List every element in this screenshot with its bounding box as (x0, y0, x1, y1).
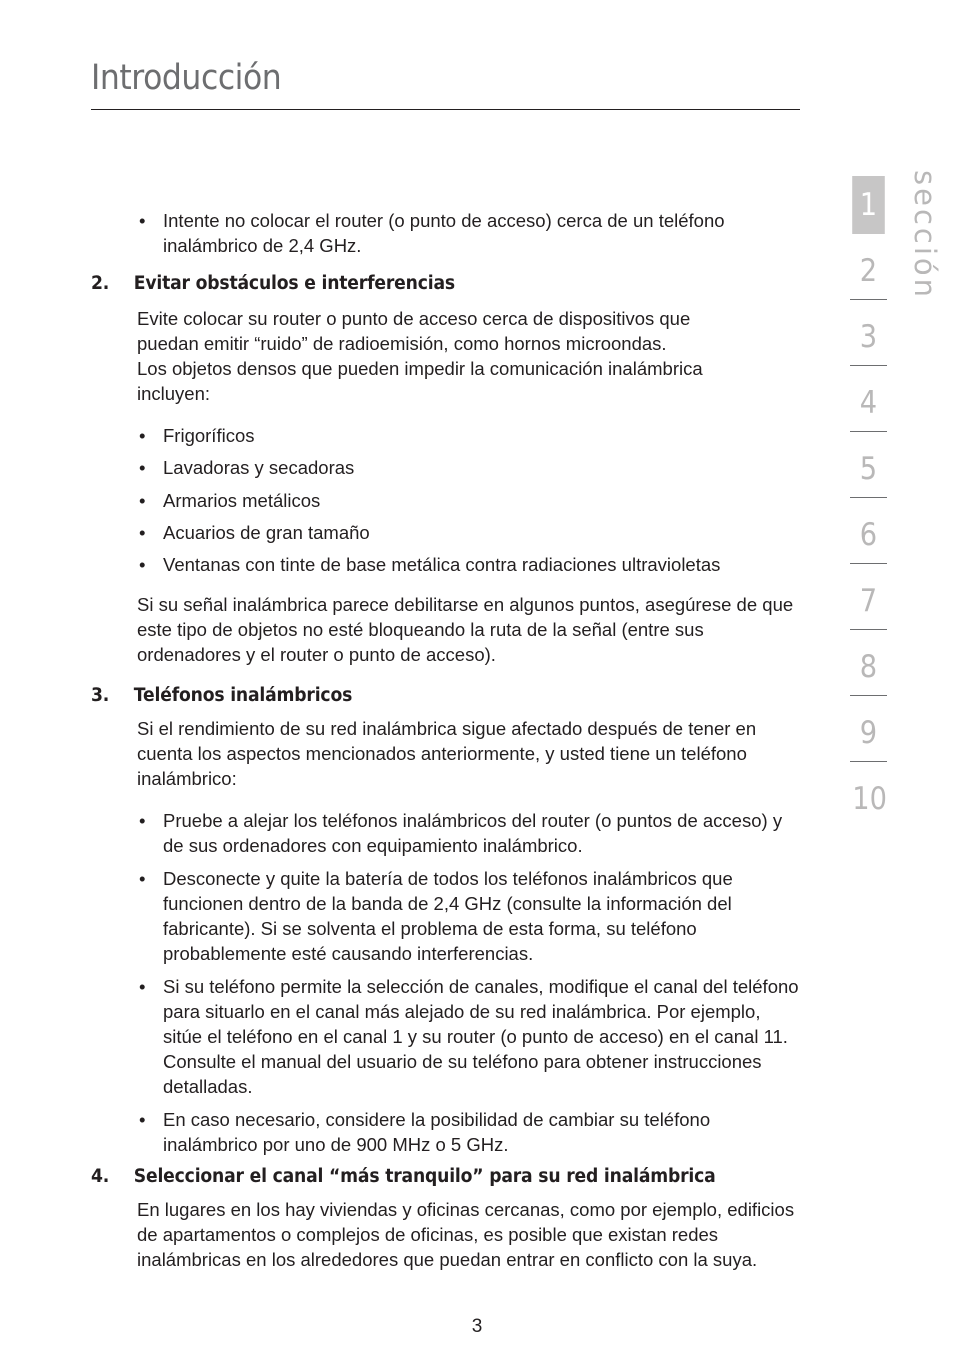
section-number: 3. (91, 685, 110, 706)
section-divider (850, 431, 887, 432)
section-tab-9[interactable]: 9 (859, 715, 878, 751)
section-divider (850, 629, 887, 630)
section-divider (850, 761, 887, 762)
paragraph: En lugares en los hay viviendas y oficinas cercanas, como por ejemplo, edificios de apartamentos o complejos de oficinas, es posible que existan redes inalámbricas en los alrededores que puedan entrar en conflicto con la suya. (137, 1199, 795, 1270)
section-tab-6[interactable]: 6 (859, 517, 878, 553)
section-tab-5[interactable]: 5 (859, 451, 878, 487)
list-item: • Armarios metálicos (137, 488, 802, 513)
title-divider (91, 109, 800, 110)
list-item: • Frigoríficos (137, 423, 802, 448)
paragraph-line: puedan emitir “ruido” de radioemisión, como hornos microondas. (137, 333, 667, 354)
section-heading (91, 683, 751, 708)
section-heading (91, 1164, 751, 1189)
list-item: • En caso necesario, considere la posibilidad de cambiar su teléfono inalámbrico por uno de 900 MHz o 5 GHz. (137, 1107, 802, 1157)
section-tab-4[interactable]: 4 (859, 385, 878, 421)
paragraph: Si su señal inalámbrica parece debilitarse en algunos puntos, asegúrese de que este tipo de objetos no esté bloqueando la ruta de la señal (entre sus ordenadores y el router o punto de acceso). (137, 594, 794, 665)
section-heading-text: Seleccionar el canal “más tranquilo” para su red inalámbrica (133, 1166, 716, 1187)
section-divider (850, 695, 887, 696)
section-tab-2[interactable]: 2 (859, 253, 878, 289)
list-item: • Desconecte y quite la batería de todos los teléfonos inalámbricos que funcionen dentro de la banda de 2,4 GHz (consulte la información del fabricante). Si se solventa el problema de esta forma, su teléfono probablemente esté causando interferencias. (137, 866, 802, 966)
page-number: 3 (471, 1316, 483, 1337)
section-heading-text: Evitar obstáculos e interferencias (133, 273, 455, 294)
section-number: 4. (91, 1166, 110, 1187)
section-number: 2. (91, 273, 110, 294)
paragraph (137, 306, 802, 406)
paragraph-line: incluyen: (137, 383, 211, 404)
list-item: • Lavadoras y secadoras (137, 455, 802, 480)
list-item: • Pruebe a alejar los teléfonos inalámbricos del router (o puntos de acceso) y de sus ordenadores con equipamiento inalámbrico. (137, 808, 802, 858)
page-title: Introducción (91, 58, 282, 98)
paragraph: Si el rendimiento de su red inalámbrica sigue afectado después de tener en cuenta los aspectos mencionados anteriormente, y usted tiene un teléfono inalámbrico: (137, 718, 757, 789)
section-tab-8[interactable]: 8 (859, 649, 878, 685)
section-divider (850, 497, 887, 498)
paragraph-line: Los objetos densos que pueden impedir la comunicación inalámbrica (137, 358, 703, 379)
section-divider (850, 365, 887, 366)
section-tab-10[interactable]: 10 (852, 781, 887, 817)
list-item: • Ventanas con tinte de base metálica contra radiaciones ultravioletas (137, 552, 802, 577)
paragraph-line: Evite colocar su router o punto de acceso cerca de dispositivos que (137, 308, 691, 329)
section-divider (850, 299, 887, 300)
section-label: sección (908, 170, 942, 301)
section-tab-1[interactable]: 1 (852, 176, 885, 234)
section-heading-text: Teléfonos inalámbricos (133, 685, 353, 706)
list-item: • Intente no colocar el router (o punto de acceso) cerca de un teléfono inalámbrico de 2,4 GHz. (137, 208, 802, 258)
section-heading (91, 271, 751, 296)
list-item: • Acuarios de gran tamaño (137, 520, 802, 545)
section-tab-3[interactable]: 3 (859, 319, 878, 355)
list-item: • Si su teléfono permite la selección de canales, modifique el canal del teléfono para situarlo en el canal más alejado de su red inalámbrica. Por ejemplo, sitúe el teléfono en el canal 1 y su router (o punto de acceso) en el canal 11. Consulte el manual del usuario de su teléfono para obtener instrucciones detalladas. (137, 974, 802, 1099)
section-divider (850, 563, 887, 564)
section-tab-7[interactable]: 7 (859, 583, 878, 619)
